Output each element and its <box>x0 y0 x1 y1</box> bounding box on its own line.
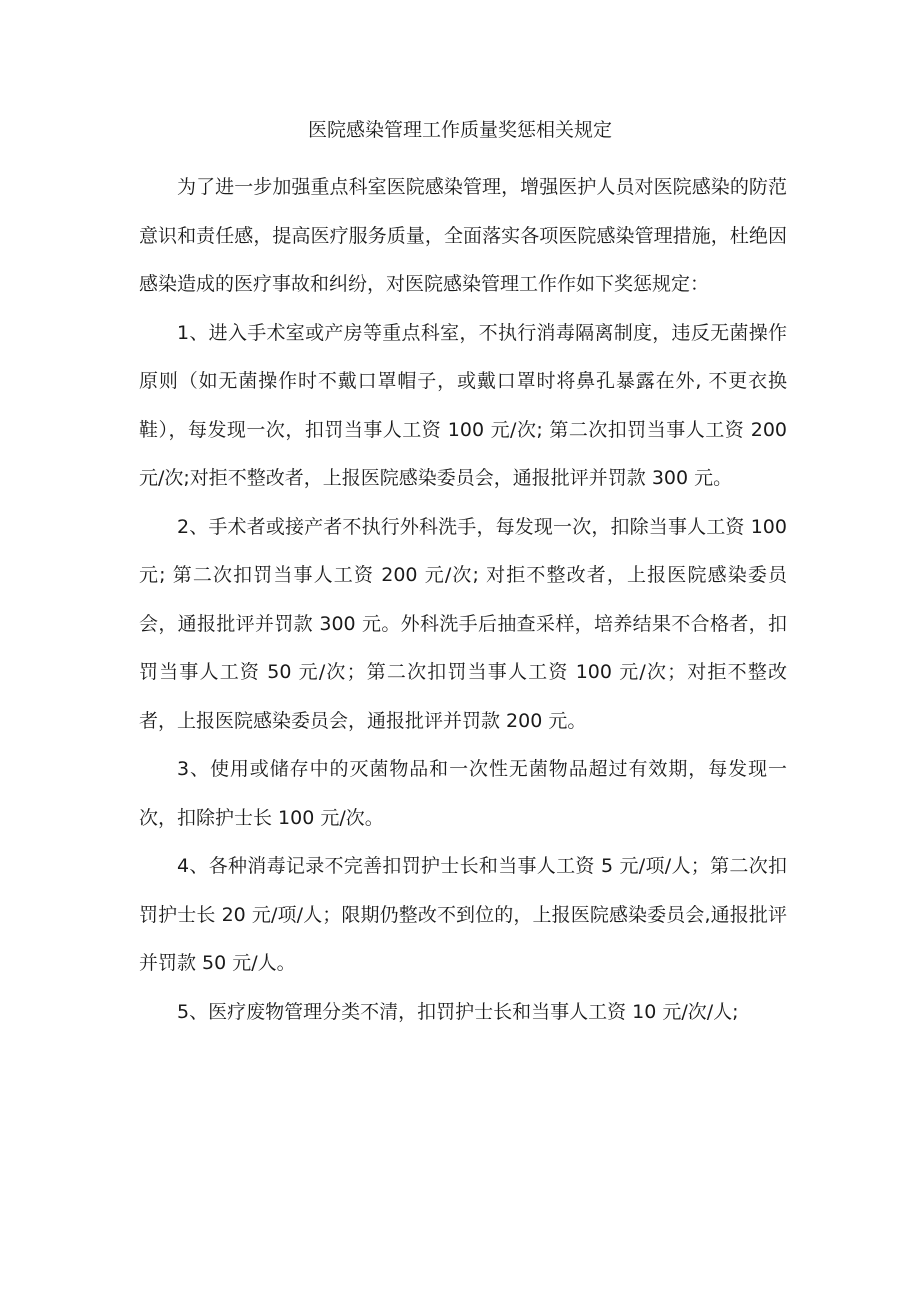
document-title: 医院感染管理工作质量奖惩相关规定 <box>307 119 612 141</box>
document-body <box>139 163 787 1036</box>
rule-item-2: 2、手术者或接产者不执行外科洗手，每发现一次，扣除当事人工资 100 元; 第二次扣罚当事人工资 200 元/次; 对拒不整改者，上报医院感染委员会，通报批评并罚款 300 元。外科洗手后抽查采样，培养结果不合格者，扣罚当事人工资 50 元/次；第二次扣罚当事人工资 100 元/次；对拒不整改者，上报医院感染委员会，通报批评并罚款 200 元。 <box>139 515 787 732</box>
rule-item-5: 5、医疗废物管理分类不清，扣罚护士长和当事人工资 10 元/次/人; <box>177 1000 739 1023</box>
rule-item-1: 1、进入手术室或产房等重点科室，不执行消毒隔离制度，违反无菌操作原则（如无菌操作时不戴口罩帽子，或戴口罩时将鼻孔暴露在外, 不更衣换鞋），每发现一次，扣罚当事人工资 100 元/次; 第二次扣罚当事人工资 200 元/次;对拒不整改者，上报医院感染委员会，通报批评并罚款 300 元。 <box>139 321 787 489</box>
rule-item-4: 4、各种消毒记录不完善扣罚护士长和当事人工资 5 元/项/人；第二次扣罚护士长 20 元/项/人；限期仍整改不到位的，上报医院感染委员会,通报批评并罚款 50 元/人。 <box>139 855 787 974</box>
intro-paragraph: 为了进一步加强重点科室医院感染管理，增强医护人员对医院感染的防范意识和责任感，提高医疗服务质量，全面落实各项医院感染管理措施，杜绝因感染造成的医疗事故和纠纷，对医院感染管理工作作如下奖惩规定： <box>139 176 787 295</box>
rule-item-3: 3、使用或储存中的灭菌物品和一次性无菌物品超过有效期，每发现一次，扣除护士长 100 元/次。 <box>139 758 787 829</box>
